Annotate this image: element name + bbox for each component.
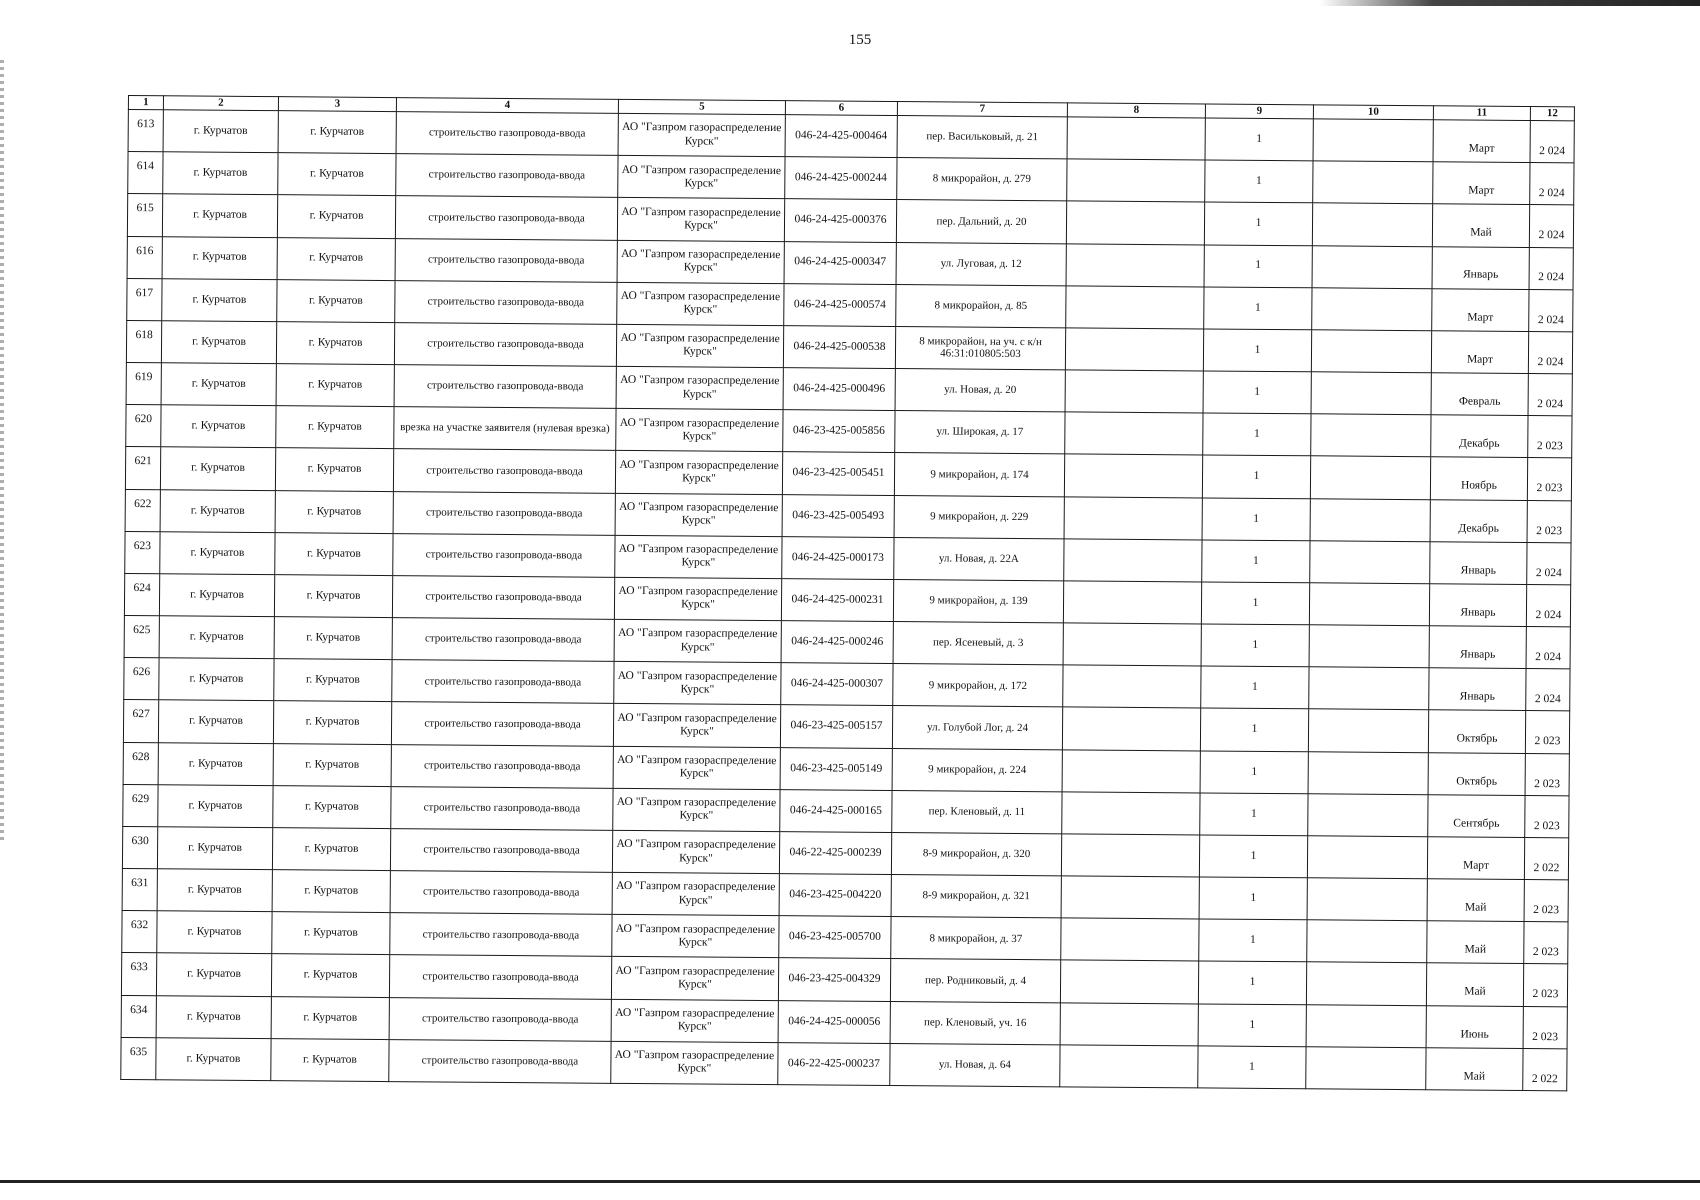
work-type-cell: строительство газопровода-ввода <box>389 955 611 999</box>
organization-cell: АО "Газпром газораспределение Курск" <box>611 957 778 1000</box>
work-type-cell: строительство газопровода-ввода <box>390 829 612 873</box>
column-8-cell <box>1066 201 1204 244</box>
year-cell: 2 024 <box>1526 584 1570 627</box>
address-cell: 9 микрорайон, д. 172 <box>893 664 1063 708</box>
quantity-cell: 1 <box>1198 1046 1306 1089</box>
application-number-cell: 046-24-425-000464 <box>785 115 897 158</box>
work-type-cell: строительство газопровода-ввода <box>389 997 611 1041</box>
application-number-cell: 046-24-425-000173 <box>782 536 894 579</box>
quantity-cell: 1 <box>1198 961 1306 1004</box>
address-cell: 8-9 микрорайон, д. 320 <box>891 832 1061 876</box>
quantity-cell: 1 <box>1202 497 1310 540</box>
settlement-cell: г. Курчатов <box>272 870 390 913</box>
row-number-cell: 624 <box>124 573 159 615</box>
organization-cell: АО "Газпром газораспределение Курск" <box>611 999 778 1042</box>
column-header-10: 10 <box>1313 105 1433 120</box>
row-number-cell: 623 <box>125 531 160 573</box>
settlement-cell: г. Курчатов <box>275 448 393 491</box>
municipality-cell: г. Курчатов <box>160 531 275 574</box>
quantity-cell: 1 <box>1202 455 1310 498</box>
column-8-cell <box>1063 581 1201 624</box>
quantity-cell: 1 <box>1199 877 1307 920</box>
year-cell: 2 024 <box>1529 289 1573 332</box>
work-type-cell: строительство газопровода-ввода <box>392 618 614 662</box>
column-8-cell <box>1064 539 1202 582</box>
municipality-cell: г. Курчатов <box>161 363 276 406</box>
application-number-cell: 046-24-425-000231 <box>781 579 893 622</box>
municipality-cell: г. Курчатов <box>162 194 277 237</box>
municipality-cell: г. Курчатов <box>159 574 274 617</box>
address-cell: ул. Луговая, д. 12 <box>896 242 1066 286</box>
month-cell: Март <box>1433 120 1530 163</box>
quantity-cell: 1 <box>1201 582 1309 625</box>
work-type-cell: строительство газопровода-ввода <box>394 322 616 366</box>
application-number-cell: 046-23-425-005856 <box>783 410 895 453</box>
quantity-cell: 1 <box>1200 751 1308 794</box>
year-cell: 2 024 <box>1528 374 1572 417</box>
column-header-12: 12 <box>1530 107 1574 121</box>
year-cell: 2 024 <box>1527 542 1571 585</box>
column-10-cell <box>1307 920 1427 963</box>
settlement-cell: г. Курчатов <box>272 912 390 955</box>
work-type-cell: строительство газопровода-ввода <box>393 533 615 577</box>
column-8-cell <box>1066 243 1204 286</box>
municipality-cell: г. Курчатов <box>161 321 276 364</box>
municipality-cell: г. Курчатов <box>159 658 274 701</box>
month-cell: Декабрь <box>1431 415 1528 458</box>
settlement-cell: г. Курчатов <box>274 659 392 702</box>
year-cell: 2 024 <box>1529 247 1573 290</box>
column-header-8: 8 <box>1067 103 1205 118</box>
quantity-cell: 1 <box>1204 287 1312 330</box>
column-header-6: 6 <box>785 101 897 116</box>
organization-cell: АО "Газпром газораспределение Курск" <box>615 451 782 494</box>
column-8-cell <box>1061 918 1199 961</box>
address-cell: 8 микрорайон, д. 85 <box>896 284 1066 328</box>
year-cell: 2 023 <box>1525 711 1569 754</box>
application-number-cell: 046-24-425-000376 <box>784 199 896 242</box>
address-cell: 8 микрорайон, д. 279 <box>897 158 1067 202</box>
year-cell: 2 023 <box>1528 416 1572 459</box>
row-number-cell: 635 <box>121 1037 156 1079</box>
application-number-cell: 046-22-425-000239 <box>779 832 891 875</box>
column-8-cell <box>1062 707 1200 750</box>
municipality-cell: г. Курчатов <box>161 405 276 448</box>
month-cell: Январь <box>1429 626 1526 669</box>
organization-cell: АО "Газпром газораспределение Курск" <box>616 324 783 367</box>
month-cell: Март <box>1427 837 1524 880</box>
quantity-cell: 1 <box>1205 160 1313 203</box>
row-number-cell: 622 <box>125 489 160 531</box>
application-number-cell: 046-23-425-005157 <box>780 705 892 748</box>
settlement-cell: г. Курчатов <box>278 153 396 196</box>
month-cell: Март <box>1431 331 1528 374</box>
municipality-cell: г. Курчатов <box>158 785 273 828</box>
year-cell: 2 024 <box>1530 121 1574 164</box>
settlement-cell: г. Курчатов <box>274 575 392 618</box>
municipality-cell: г. Курчатов <box>157 827 272 870</box>
quantity-cell: 1 <box>1203 413 1311 456</box>
column-10-cell <box>1308 709 1428 752</box>
month-cell: Март <box>1432 288 1529 331</box>
column-header-4: 4 <box>396 98 618 114</box>
settlement-cell: г. Курчатов <box>272 828 390 871</box>
month-cell: Май <box>1427 879 1524 922</box>
column-header-9: 9 <box>1205 104 1313 119</box>
table-body <box>121 110 1575 1091</box>
column-8-cell <box>1064 454 1202 497</box>
organization-cell: АО "Газпром газораспределение Курск" <box>614 577 781 620</box>
year-cell: 2 022 <box>1523 1048 1567 1091</box>
address-cell: пер. Кленовый, д. 11 <box>892 790 1062 834</box>
municipality-cell: г. Курчатов <box>156 995 271 1038</box>
column-header-2: 2 <box>163 96 278 111</box>
column-10-cell <box>1311 372 1431 415</box>
row-number-cell: 632 <box>122 911 157 953</box>
municipality-cell: г. Курчатов <box>162 278 277 321</box>
organization-cell: АО "Газпром газораспределение Курск" <box>615 535 782 578</box>
year-cell: 2 023 <box>1523 964 1567 1007</box>
year-cell: 2 023 <box>1525 795 1569 838</box>
month-cell: Январь <box>1429 668 1526 711</box>
row-number-cell: 614 <box>128 152 163 194</box>
row-number-cell: 629 <box>123 784 158 826</box>
column-10-cell <box>1306 1047 1426 1090</box>
year-cell: 2 023 <box>1525 753 1569 796</box>
column-10-cell <box>1309 583 1429 626</box>
work-type-cell: строительство газопровода-ввода <box>391 744 613 788</box>
column-10-cell <box>1309 625 1429 668</box>
month-cell: Март <box>1433 162 1530 205</box>
settlement-cell: г. Курчатов <box>276 364 394 407</box>
address-cell: ул. Широкая, д. 17 <box>895 411 1065 455</box>
organization-cell: АО "Газпром газораспределение Курск" <box>612 915 779 958</box>
month-cell: Январь <box>1432 246 1529 289</box>
month-cell: Октябрь <box>1428 710 1525 753</box>
month-cell: Январь <box>1429 584 1526 627</box>
work-type-cell: строительство газопровода-ввода <box>393 449 615 493</box>
quantity-cell: 1 <box>1203 371 1311 414</box>
settlement-cell: г. Курчатов <box>271 954 389 997</box>
organization-cell: АО "Газпром газораспределение Курск" <box>617 282 784 325</box>
application-number-cell: 046-24-425-000347 <box>784 241 896 284</box>
column-10-cell <box>1313 161 1433 204</box>
month-cell: Сентябрь <box>1428 794 1525 837</box>
work-type-cell: строительство газопровода-ввода <box>390 913 612 957</box>
column-8-cell <box>1060 1045 1198 1088</box>
settlement-cell: г. Курчатов <box>277 195 395 238</box>
column-10-cell <box>1306 962 1426 1005</box>
address-cell: 9 микрорайон, д. 229 <box>894 495 1064 539</box>
settlement-cell: г. Курчатов <box>276 406 394 449</box>
municipality-cell: г. Курчатов <box>160 447 275 490</box>
column-8-cell <box>1062 792 1200 835</box>
row-number-cell: 626 <box>124 658 159 700</box>
organization-cell: АО "Газпром газораспределение Курск" <box>614 619 781 662</box>
column-8-cell <box>1062 749 1200 792</box>
row-number-cell: 620 <box>126 405 161 447</box>
row-number-cell: 619 <box>126 363 161 405</box>
row-number-cell: 618 <box>126 320 161 362</box>
scan-edge-top <box>1320 0 1700 6</box>
year-cell: 2 024 <box>1529 205 1573 248</box>
settlement-cell: г. Курчатов <box>273 701 391 744</box>
application-number-cell: 046-23-425-005149 <box>780 747 892 790</box>
scan-edge-left <box>0 60 4 840</box>
year-cell: 2 024 <box>1526 669 1570 712</box>
column-header-1: 1 <box>128 96 163 110</box>
application-number-cell: 046-23-425-004220 <box>779 874 891 917</box>
work-type-cell: строительство газопровода-ввода <box>393 491 615 535</box>
municipality-cell: г. Курчатов <box>163 110 278 153</box>
work-type-cell: строительство газопровода-ввода <box>395 280 617 324</box>
quantity-cell: 1 <box>1204 202 1312 245</box>
work-type-cell: строительство газопровода-ввода <box>390 871 612 915</box>
application-number-cell: 046-24-425-000496 <box>783 368 895 411</box>
column-8-cell <box>1067 117 1205 160</box>
column-10-cell <box>1312 245 1432 288</box>
row-number-cell: 617 <box>127 278 162 320</box>
column-8-cell <box>1063 623 1201 666</box>
settlement-cell: г. Курчатов <box>278 111 396 154</box>
address-cell: ул. Новая, д. 22А <box>894 537 1064 581</box>
organization-cell: АО "Газпром газораспределение Курск" <box>617 240 784 283</box>
column-10-cell <box>1311 330 1431 373</box>
row-number-cell: 627 <box>123 700 158 742</box>
address-cell: 8 микрорайон, д. 37 <box>891 917 1061 961</box>
work-type-cell: строительство газопровода-ввода <box>391 786 613 830</box>
settlement-cell: г. Курчатов <box>277 279 395 322</box>
column-8-cell <box>1063 665 1201 708</box>
month-cell: Май <box>1432 204 1529 247</box>
column-header-5: 5 <box>618 99 785 114</box>
work-type-cell: строительство газопровода-ввода <box>392 660 614 704</box>
quantity-cell: 1 <box>1200 708 1308 751</box>
settlement-cell: г. Курчатов <box>276 322 394 365</box>
work-type-cell: строительство газопровода-ввода <box>391 702 613 746</box>
application-number-cell: 046-24-425-000246 <box>781 621 893 664</box>
municipality-cell: г. Курчатов <box>156 1038 271 1081</box>
municipality-cell: г. Курчатов <box>158 700 273 743</box>
month-cell: Декабрь <box>1430 499 1527 542</box>
quantity-cell: 1 <box>1205 118 1313 161</box>
row-number-cell: 613 <box>128 110 163 152</box>
organization-cell: АО "Газпром газораспределение Курск" <box>618 113 785 156</box>
address-cell: пер. Дальний, д. 20 <box>896 200 1066 244</box>
quantity-cell: 1 <box>1203 329 1311 372</box>
address-cell: пер. Васильковый, д. 21 <box>897 116 1067 160</box>
column-10-cell <box>1311 414 1431 457</box>
application-number-cell: 046-24-425-000244 <box>785 157 897 200</box>
settlement-cell: г. Курчатов <box>273 743 391 786</box>
row-number-cell: 630 <box>122 826 157 868</box>
settlement-cell: г. Курчатов <box>275 490 393 533</box>
municipality-cell: г. Курчатов <box>156 953 271 996</box>
year-cell: 2 024 <box>1528 331 1572 374</box>
application-number-cell: 046-24-425-000574 <box>784 283 896 326</box>
application-number-cell: 046-24-425-000538 <box>783 326 895 369</box>
column-8-cell <box>1060 960 1198 1003</box>
organization-cell: АО "Газпром газораспределение Курск" <box>618 156 785 199</box>
organization-cell: АО "Газпром газораспределение Курск" <box>611 1041 778 1085</box>
page-number: 155 <box>848 32 872 48</box>
scan-edge-bottom <box>0 1180 1700 1183</box>
column-8-cell <box>1064 496 1202 539</box>
column-10-cell <box>1312 287 1432 330</box>
column-10-cell <box>1307 878 1427 921</box>
row-number-cell: 625 <box>124 616 159 658</box>
year-cell: 2 023 <box>1523 1006 1567 1049</box>
settlement-cell: г. Курчатов <box>273 785 391 828</box>
year-cell: 2 023 <box>1527 458 1571 501</box>
work-type-cell: строительство газопровода-ввода <box>395 196 617 240</box>
column-8-cell <box>1060 1002 1198 1045</box>
application-number-cell: 046-22-425-000237 <box>778 1042 890 1085</box>
quantity-cell: 1 <box>1201 666 1309 709</box>
organization-cell: АО "Газпром газораспределение Курск" <box>617 198 784 241</box>
month-cell: Май <box>1426 1048 1523 1091</box>
column-10-cell <box>1308 794 1428 837</box>
address-cell: пер. Кленовый, уч. 16 <box>890 1001 1060 1045</box>
quantity-cell: 1 <box>1204 244 1312 287</box>
year-cell: 2 023 <box>1524 922 1568 965</box>
year-cell: 2 022 <box>1524 837 1568 880</box>
application-number-cell: 046-23-425-005493 <box>782 494 894 537</box>
work-type-cell: врезка на участке заявителя (нулевая врезка) <box>394 407 616 451</box>
municipality-cell: г. Курчатов <box>157 911 272 954</box>
municipality-cell: г. Курчатов <box>159 616 274 659</box>
organization-cell: АО "Газпром газораспределение Курск" <box>615 493 782 536</box>
column-10-cell <box>1313 119 1433 162</box>
column-8-cell <box>1061 876 1199 919</box>
work-type-cell: строительство газопровода-ввода <box>389 1039 611 1083</box>
month-cell: Январь <box>1430 541 1527 584</box>
row-number-cell: 616 <box>127 236 162 278</box>
settlement-cell: г. Курчатов <box>277 237 395 280</box>
address-cell: 9 микрорайон, д. 139 <box>893 579 1063 623</box>
row-number-cell: 634 <box>121 995 156 1037</box>
month-cell: Июнь <box>1426 1005 1523 1048</box>
year-cell: 2 023 <box>1524 880 1568 923</box>
organization-cell: АО "Газпром газораспределение Курск" <box>612 830 779 873</box>
municipality-cell: г. Курчатов <box>163 152 278 195</box>
application-number-cell: 046-24-425-000307 <box>781 663 893 706</box>
column-10-cell <box>1308 751 1428 794</box>
quantity-cell: 1 <box>1201 624 1309 667</box>
organization-cell: АО "Газпром газораспределение Курск" <box>613 704 780 747</box>
column-header-3: 3 <box>278 97 396 112</box>
address-cell: 9 микрорайон, д. 224 <box>892 748 1062 792</box>
column-8-cell <box>1066 286 1204 329</box>
column-8-cell <box>1061 834 1199 877</box>
quantity-cell: 1 <box>1200 793 1308 836</box>
register-table <box>120 95 1575 1091</box>
address-cell: ул. Новая, д. 64 <box>890 1043 1060 1087</box>
municipality-cell: г. Курчатов <box>158 742 273 785</box>
organization-cell: АО "Газпром газораспределение Курск" <box>614 662 781 705</box>
row-number-cell: 621 <box>125 447 160 489</box>
column-8-cell <box>1065 328 1203 371</box>
year-cell: 2 023 <box>1527 500 1571 543</box>
organization-cell: АО "Газпром газораспределение Курск" <box>613 746 780 789</box>
month-cell: Февраль <box>1431 373 1528 416</box>
row-number-cell: 615 <box>127 194 162 236</box>
application-number-cell: 046-23-425-005451 <box>782 452 894 495</box>
organization-cell: АО "Газпром газораспределение Курск" <box>613 788 780 831</box>
year-cell: 2 024 <box>1526 627 1570 670</box>
column-8-cell <box>1065 370 1203 413</box>
address-cell: ул. Новая, д. 20 <box>895 369 1065 413</box>
month-cell: Май <box>1427 921 1524 964</box>
work-type-cell: строительство газопровода-ввода <box>395 238 617 282</box>
column-10-cell <box>1306 1004 1426 1047</box>
row-number-cell: 633 <box>121 953 156 995</box>
column-10-cell <box>1312 203 1432 246</box>
row-number-cell: 628 <box>123 742 158 784</box>
column-10-cell <box>1309 667 1429 710</box>
quantity-cell: 1 <box>1198 1004 1306 1047</box>
settlement-cell: г. Курчатов <box>271 996 389 1039</box>
column-header-11: 11 <box>1433 106 1530 121</box>
application-number-cell: 046-24-425-000165 <box>780 789 892 832</box>
month-cell: Май <box>1426 963 1523 1006</box>
address-cell: 8-9 микрорайон, д. 321 <box>891 875 1061 919</box>
column-10-cell <box>1310 456 1430 499</box>
address-cell: пер. Родниковый, д. 4 <box>890 959 1060 1003</box>
quantity-cell: 1 <box>1199 919 1307 962</box>
application-number-cell: 046-24-425-000056 <box>778 1000 890 1043</box>
quantity-cell: 1 <box>1199 835 1307 878</box>
municipality-cell: г. Курчатов <box>162 236 277 279</box>
organization-cell: АО "Газпром газораспределение Курск" <box>612 872 779 915</box>
settlement-cell: г. Курчатов <box>274 617 392 660</box>
address-cell: 9 микрорайон, д. 174 <box>894 453 1064 497</box>
work-type-cell: строительство газопровода-ввода <box>396 112 618 156</box>
column-8-cell <box>1065 412 1203 455</box>
municipality-cell: г. Курчатов <box>157 869 272 912</box>
address-cell: 8 микрорайон, на уч. с к/н 46:31:010805:503 <box>895 326 1065 370</box>
column-10-cell <box>1310 541 1430 584</box>
column-header-7: 7 <box>897 102 1067 117</box>
work-type-cell: строительство газопровода-ввода <box>392 575 614 619</box>
settlement-cell: г. Курчатов <box>275 532 393 575</box>
quantity-cell: 1 <box>1202 540 1310 583</box>
work-type-cell: строительство газопровода-ввода <box>394 365 616 409</box>
row-number-cell: 631 <box>122 869 157 911</box>
settlement-cell: г. Курчатов <box>271 1038 389 1081</box>
municipality-cell: г. Курчатов <box>160 489 275 532</box>
column-10-cell <box>1307 836 1427 879</box>
work-type-cell: строительство газопровода-ввода <box>396 154 618 198</box>
column-8-cell <box>1067 159 1205 202</box>
column-10-cell <box>1310 498 1430 541</box>
address-cell: пер. Ясеневый, д. 3 <box>893 622 1063 666</box>
year-cell: 2 024 <box>1530 163 1574 206</box>
month-cell: Ноябрь <box>1430 457 1527 500</box>
application-number-cell: 046-23-425-005700 <box>779 916 891 959</box>
month-cell: Октябрь <box>1428 752 1525 795</box>
organization-cell: АО "Газпром газораспределение Курск" <box>616 366 783 409</box>
organization-cell: АО "Газпром газораспределение Курск" <box>616 409 783 452</box>
application-number-cell: 046-23-425-004329 <box>778 958 890 1001</box>
address-cell: ул. Голубой Лог, д. 24 <box>892 706 1062 750</box>
